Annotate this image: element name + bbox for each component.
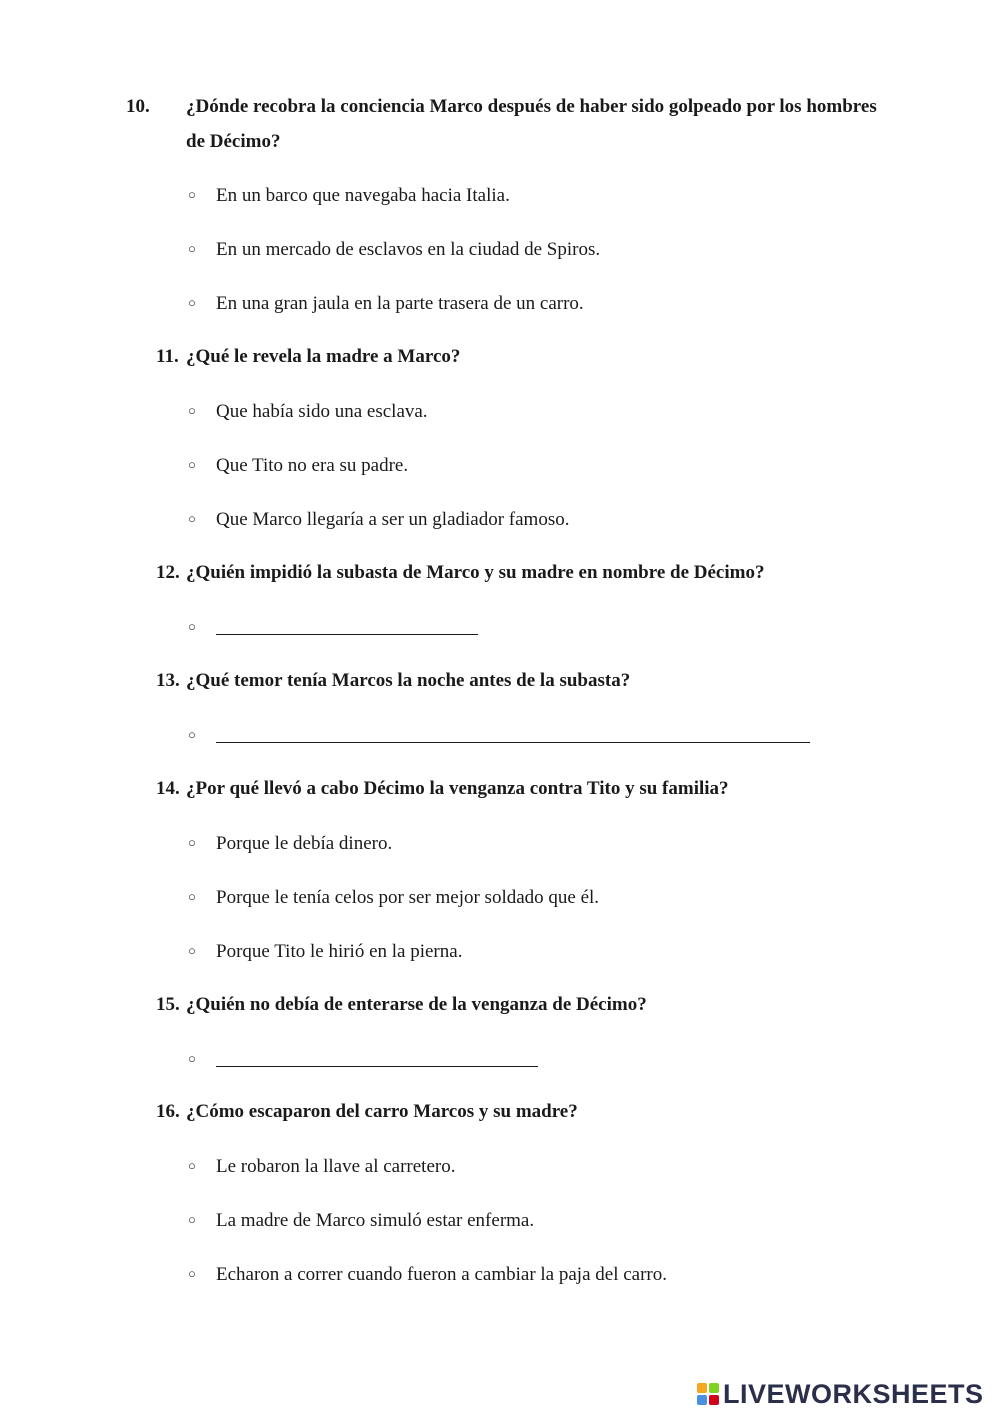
option-text: Le robaron la llave al carretero. bbox=[216, 1156, 456, 1177]
option-text: Porque Tito le hirió en la pierna. bbox=[216, 941, 463, 962]
option-16-b[interactable] bbox=[188, 1208, 534, 1233]
question-number: 16. bbox=[156, 1101, 180, 1122]
option-text: Echaron a correr cuando fueron a cambiar la paja del carro. bbox=[216, 1264, 667, 1285]
question-text: ¿Por qué llevó a cabo Décimo la venganza contra Tito y su familia? bbox=[186, 778, 729, 799]
question-13 bbox=[156, 663, 856, 698]
answer-13 bbox=[188, 723, 810, 748]
option-text: Porque le tenía celos por ser mejor soldado que él. bbox=[216, 887, 600, 908]
bullet-icon: ○ bbox=[188, 619, 196, 634]
option-10-b[interactable] bbox=[188, 237, 600, 262]
logo-squares-icon bbox=[697, 1383, 719, 1405]
option-text: Porque le debía dinero. bbox=[216, 833, 393, 854]
question-14 bbox=[156, 771, 856, 806]
logo-square bbox=[697, 1383, 707, 1393]
logo-text: LIVEWORKSHEETS bbox=[723, 1378, 984, 1409]
question-11 bbox=[156, 339, 856, 374]
answer-15 bbox=[188, 1047, 538, 1072]
radio-bullet-icon[interactable]: ○ bbox=[188, 1158, 196, 1173]
question-number: 13. bbox=[156, 670, 180, 691]
question-number: 12. bbox=[156, 562, 180, 583]
option-16-c[interactable] bbox=[188, 1262, 667, 1287]
radio-bullet-icon[interactable]: ○ bbox=[188, 1212, 196, 1227]
logo-square bbox=[697, 1395, 707, 1405]
logo-square bbox=[709, 1395, 719, 1405]
radio-bullet-icon[interactable]: ○ bbox=[188, 511, 196, 526]
question-text: ¿Cómo escaparon del carro Marcos y su madre? bbox=[186, 1101, 578, 1122]
question-10 bbox=[126, 89, 886, 159]
radio-bullet-icon[interactable]: ○ bbox=[188, 889, 196, 904]
option-text: Que había sido una esclava. bbox=[216, 401, 428, 422]
bullet-icon: ○ bbox=[188, 727, 196, 742]
option-14-a[interactable] bbox=[188, 831, 392, 856]
answer-blank[interactable] bbox=[216, 1048, 538, 1067]
question-number: 15. bbox=[156, 994, 180, 1015]
question-12 bbox=[156, 555, 856, 590]
option-text: Que Marco llegaría a ser un gladiador famoso. bbox=[216, 509, 570, 530]
option-text: Que Tito no era su padre. bbox=[216, 455, 409, 476]
option-14-b[interactable] bbox=[188, 885, 599, 910]
question-text: ¿Quién impidió la subasta de Marco y su madre en nombre de Décimo? bbox=[186, 562, 765, 583]
question-16 bbox=[156, 1094, 856, 1129]
option-10-a[interactable] bbox=[188, 183, 510, 208]
radio-bullet-icon[interactable]: ○ bbox=[188, 1266, 196, 1281]
option-text: En un mercado de esclavos en la ciudad de Spiros. bbox=[216, 239, 601, 260]
question-number: 11. bbox=[156, 346, 179, 367]
option-16-a[interactable] bbox=[188, 1154, 455, 1179]
radio-bullet-icon[interactable]: ○ bbox=[188, 943, 196, 958]
option-14-c[interactable] bbox=[188, 939, 462, 964]
radio-bullet-icon[interactable]: ○ bbox=[188, 187, 196, 202]
question-15 bbox=[156, 987, 856, 1022]
liveworksheets-logo bbox=[697, 1379, 984, 1409]
answer-blank[interactable] bbox=[216, 724, 810, 743]
option-text: En una gran jaula en la parte trasera de un carro. bbox=[216, 293, 584, 314]
question-text: ¿Dónde recobra la conciencia Marco después de haber sido golpeado por los hombres de Décimo? bbox=[186, 96, 877, 152]
radio-bullet-icon[interactable]: ○ bbox=[188, 295, 196, 310]
radio-bullet-icon[interactable]: ○ bbox=[188, 835, 196, 850]
question-text: ¿Qué le revela la madre a Marco? bbox=[186, 346, 461, 367]
logo-square bbox=[709, 1383, 719, 1393]
option-text: La madre de Marco simuló estar enferma. bbox=[216, 1210, 535, 1231]
radio-bullet-icon[interactable]: ○ bbox=[188, 403, 196, 418]
option-10-c[interactable] bbox=[188, 291, 584, 316]
question-number: 14. bbox=[156, 778, 180, 799]
option-text: En un barco que navegaba hacia Italia. bbox=[216, 185, 510, 206]
radio-bullet-icon[interactable]: ○ bbox=[188, 457, 196, 472]
question-text: ¿Qué temor tenía Marcos la noche antes de la subasta? bbox=[186, 670, 631, 691]
option-11-a[interactable] bbox=[188, 399, 428, 424]
radio-bullet-icon[interactable]: ○ bbox=[188, 241, 196, 256]
answer-blank[interactable] bbox=[216, 616, 478, 635]
bullet-icon: ○ bbox=[188, 1051, 196, 1066]
answer-12 bbox=[188, 615, 478, 640]
option-11-b[interactable] bbox=[188, 453, 408, 478]
question-text: ¿Quién no debía de enterarse de la venganza de Décimo? bbox=[186, 994, 647, 1015]
question-number: 10. bbox=[126, 96, 150, 117]
option-11-c[interactable] bbox=[188, 507, 569, 532]
